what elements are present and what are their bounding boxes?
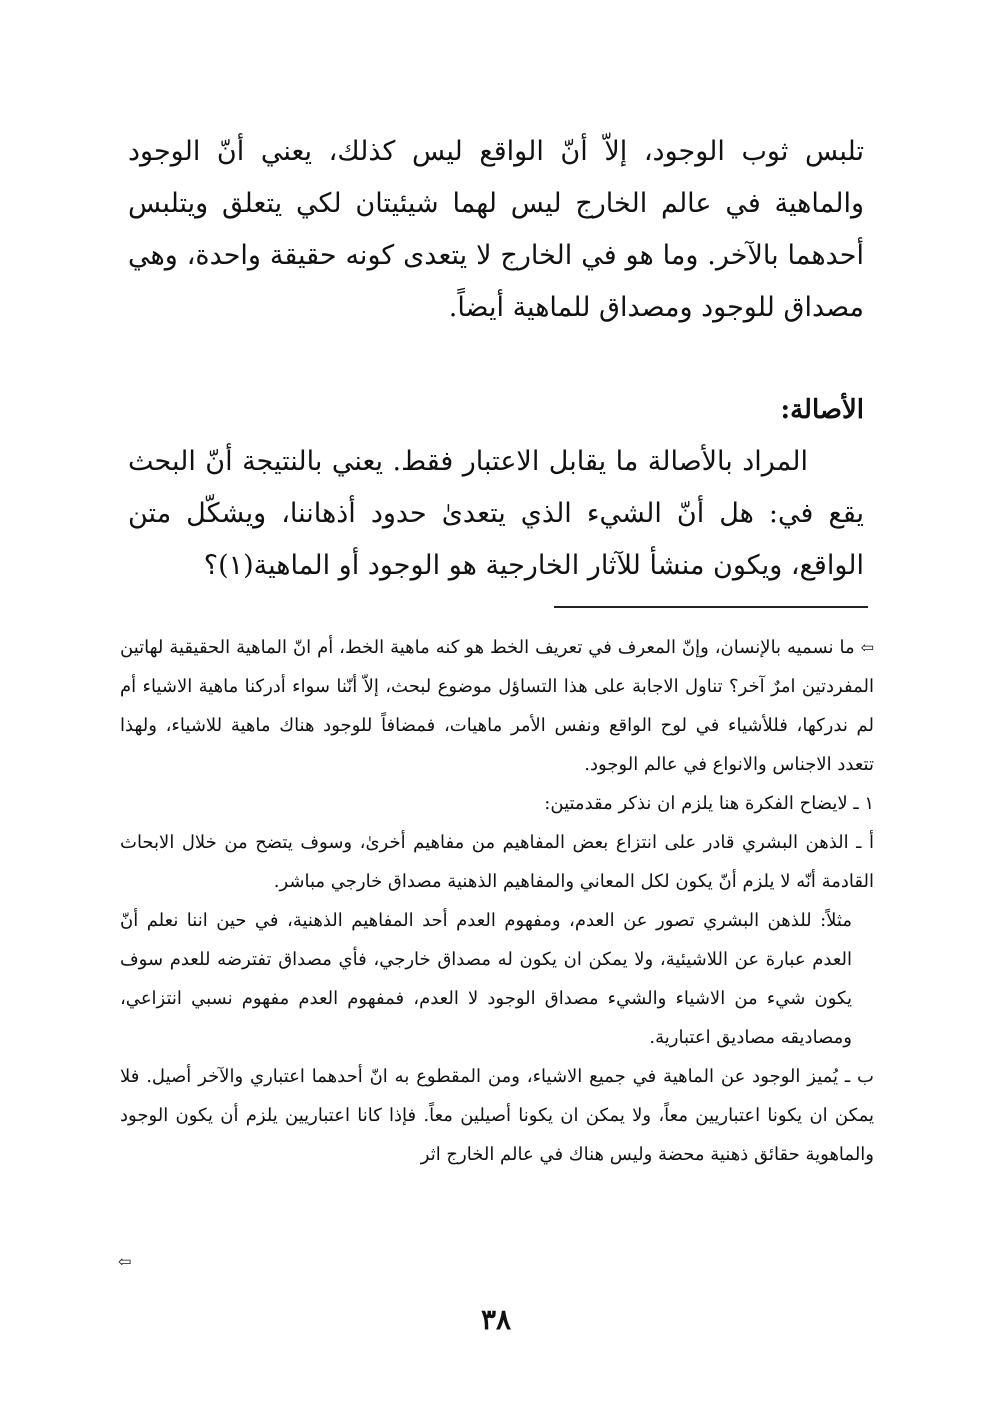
footnote-separator bbox=[554, 606, 868, 608]
footnote-continuation-text: ما نسميه بالإنسان، وإنّ المعرف في تعريف الخط هو كنه ماهية الخط، أم انّ الماهية الحقيقية لهاتين المفردتين امرٌ آخر؟ تناول الاجابة على هذا التساؤل موضوع لبحث، إلاّ أنّنا سواء أدركنا ماهية الاشياء أم لم ندركها، فللأشياء في لوح الواقع ونفس الأمر ماهيات، فمضافاً للوجود هناك ماهية للاشياء، ولهذا تتعدد الاجناس والانواع في عالم الوجود. bbox=[120, 637, 874, 775]
page-number: ٣٨ bbox=[480, 1303, 512, 1336]
next-page-arrow-icon: ⇦ bbox=[118, 1252, 132, 1271]
footnote-1-point-a-example: مثلاً: للذهن البشري تصور عن العدم، ومفهوم العدم أحد المفاهيم الذهنية، في حين اننا نعلم أنّ العدم عبارة عن اللاشيئية، ولا يمكن ان يكون له مصداق خارجي، فأي مصداق تفترضه للعدم سوف يكون شيء من الاشياء والشيء مصداق الوجود لا العدم، فمفهوم العدم مفهوم نسبي انتزاعي، ومصاديقه مصاديق اعتبارية. bbox=[120, 910, 852, 1048]
footnotes-area bbox=[120, 628, 874, 1174]
continuation-arrow-icon: ⇦ bbox=[860, 638, 874, 657]
footnote-1-intro: ١ ـ لايضاح الفكرة هنا يلزم ان نذكر مقدمتين: bbox=[544, 793, 874, 814]
body-paragraph-2: المراد بالأصالة ما يقابل الاعتبار فقط. يعني بالنتيجة أنّ البحث يقع في: هل أنّ الشيء الذي يتعدىٰ حدود أذهاننا، ويشكّل متن الواقع، ويكون منشأ للآثار الخارجية هو الوجود أو الماهية(١)؟ bbox=[128, 446, 864, 581]
section-heading: الأصالة: bbox=[780, 395, 864, 425]
footnote-1-point-b: ب ـ يُميز الوجود عن الماهية في جميع الاشياء، ومن المقطوع به انّ أحدهما اعتباري والآخر أصيل. فلا يمكن ان يكونا اعتباريين معاً، ولا يمكن ان يكونا أصيلين معاً. فإذا كانا اعتباريين يلزم أن يكون الوجود والماهوية حقائق ذهنية محضة وليس هناك في عالم الخارج اثر bbox=[120, 1066, 874, 1165]
body-paragraph-1: تلبس ثوب الوجود، إلاّ أنّ الواقع ليس كذلك، يعني أنّ الوجود والماهية في عالم الخارج ليس لهما شيئيتان لكي يتعلق ويتلبس أحدهما بالآخر. وما هو في الخارج لا يتعدى كونه حقيقة واحدة، وهي مصداق للوجود ومصداق للماهية أيضاً. bbox=[128, 136, 864, 323]
footnote-continuation bbox=[120, 628, 874, 784]
footnote-1-point-a: أ ـ الذهن البشري قادر على انتزاع بعض المفاهيم من مفاهيم أخرىٰ، وسوف يتضح من خلال الابحاث القادمة أنّه لا يلزم أنّ يكون لكل المعاني والمفاهيم الذهنية مصداق خارجي مباشر. bbox=[120, 832, 874, 892]
